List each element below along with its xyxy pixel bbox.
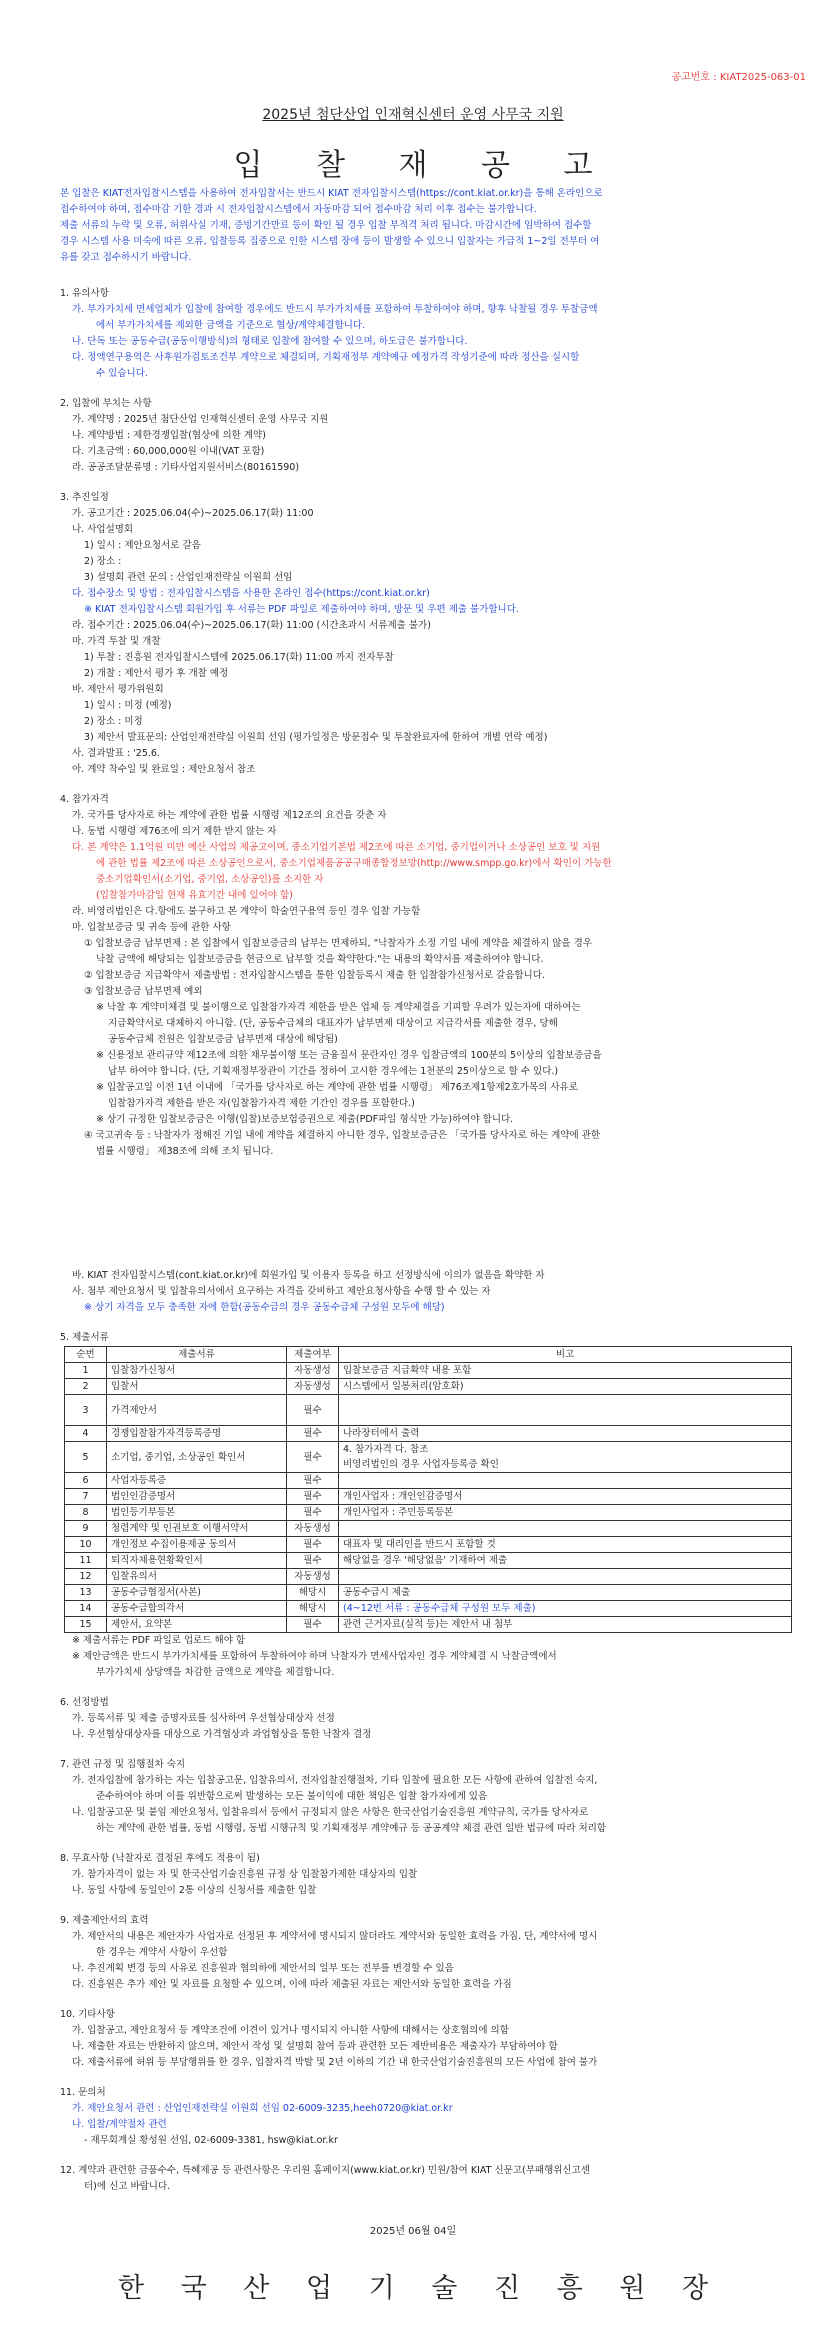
list-note: ※ 상기 자격을 모두 충족한 자에 한함(공동수급의 경우 공동수급체 구성원 모두에 해당) [84,1302,445,1313]
document-name: 개인정보 수집이용제공 동의서 [107,1537,287,1553]
list-note: ※ KIAT 전자입찰시스템 회원가입 후 서류는 PDF 파일로 제출하여야 하며, 방문 및 우편 제출 불가합니다. [84,604,519,615]
row-number: 5 [65,1442,107,1473]
document-name: 제안서, 요약본 [107,1617,287,1633]
section-schedule [60,490,800,778]
row-number: 9 [65,1521,107,1537]
requirement: 해당시 [287,1601,339,1617]
row-number: 15 [65,1617,107,1633]
remark: 개인사업자 : 주민등록등본 [339,1505,792,1521]
contact-proposal: 가. 제안요청서 관련 : 산업인재전략실 이원희 선임 02-6009-3235,heeh0720@kiat.or.kr [72,2103,453,2114]
section-invalidity [60,1851,800,1899]
row-number: 13 [65,1585,107,1601]
list-item: 중소기업확인서(소기업, 중기업, 소상공인)를 소지한 자 [96,874,324,885]
section-notes [60,286,800,382]
table-row [65,1505,792,1521]
list-item: 3) 설명회 관련 문의 : 산업인재전략실 이원희 선임 [84,572,293,583]
row-number: 6 [65,1473,107,1489]
intro-line: 접수하여야 하며, 접수마감 기한 경과 시 전자입찰시스템에서 자동마감 되어 접수마감 처리 이후 접수는 불가합니다. [60,204,537,215]
list-item: 낙찰 금액에 해당되는 입찰보증금을 현금으로 납부할 것을 확약한다."는 내용의 확약서를 제출하여야 합니다. [96,954,544,965]
list-note: ※ 제출서류는 PDF 파일로 업로드 해야 함 [72,1635,246,1646]
intro-line: 본 입찰은 KIAT전자입찰시스템을 사용하여 전자입찰서는 반드시 KIAT 전자입찰시스템(https://cont.kiat.or.kr)을 통해 온라인으로 [60,188,603,199]
list-item: ① 입찰보증금 납부면제 : 본 입찰에서 입찰보증금의 납부는 면제하되, "낙찰자가 소정 기일 내에 계약을 체결하지 않을 경우 [84,938,592,949]
intro-line: 제출 서류의 누락 및 오류, 허위사실 기재, 증빙기간만료 등이 확인 될 경우 입찰 부적격 처리 됩니다. 마감시간에 임박하여 접수할 [60,220,592,231]
requirement: 필수 [287,1426,339,1442]
requirement: 해당시 [287,1585,339,1601]
list-item: ④ 국고귀속 등 : 낙찰자가 정해진 기일 내에 계약을 체결하지 아니한 경우, 입찰보증금은 「국가를 당사자로 하는 계약에 관한 [84,1130,601,1141]
list-item: ② 입찰보증금 지급확약서 제출방법 : 전자입찰시스템을 통한 입찰등록시 제출 한 입찰참가신청서로 갈음합니다. [84,970,545,981]
list-item: 가. 국가를 당사자로 하는 계약에 관한 법률 시행령 제12조의 요건을 갖춘 자 [72,810,387,821]
document-name: 법인인감증명서 [107,1489,287,1505]
notice-date: 2025년 06월 04일 [369,2226,457,2237]
requirement: 필수 [287,1395,339,1426]
section-title: 12. 계약과 관련한 금품수수, 특혜제공 등 관련사항은 우리원 홈페이지(www.kiat.or.kr) 민원/참여 KIAT 신문고(부패행위신고센 [60,2165,590,2176]
table-row [65,1473,792,1489]
requirement: 필수 [287,1442,339,1473]
list-note: 납부 하여야 합니다. (단, 기획재정부장관이 기간을 정하여 고시한 경우에는 1천분의 25이상으로 할 수 있다.) [108,1066,559,1077]
document-name: 사업자등록증 [107,1473,287,1489]
list-note: 지급확약서로 대체하지 아니함. (단, 공동수급체의 대표자가 납부면제 대상이고 지급각서를 제출한 경우, 당해 [108,1018,558,1029]
list-item: 아. 계약 착수일 및 완료일 : 제안요청서 참조 [72,764,256,775]
requirement: 자동생성 [287,1379,339,1395]
column-header: 순번 [65,1347,107,1363]
remark: 대표자 및 대리인을 반드시 포함할 것 [339,1537,792,1553]
list-item: 법률 시행령」 제38조에 의해 조치 됩니다. [96,1146,274,1157]
list-item: 다. 진흥원은 추가 제안 및 자료를 요청할 수 있으며, 이에 따라 제출된 자료는 제안서와 동일한 효력을 가짐 [72,1979,512,1990]
list-item: 한 경우는 계약서 사항이 우선함 [96,1947,228,1958]
requirement: 자동생성 [287,1521,339,1537]
table-row [65,1426,792,1442]
contact-bid: 나. 입찰/계약절차 관련 [72,2119,167,2130]
section-title: 2. 입찰에 부치는 사항 [60,398,152,409]
list-item: 다. 기초금액 : 60,000,000원 이내(VAT 포함) [72,446,265,457]
row-number: 2 [65,1379,107,1395]
list-note: ※ 제안금액은 반드시 부가가치세를 포함하여 투찰하여야 하며 낙찰자가 면세사업자인 경우 계약체결 시 낙찰금액에서 [72,1651,557,1662]
document-name: 청렴계약 및 인권보호 이행서약서 [107,1521,287,1537]
section-bid-items [60,396,800,476]
table-row [65,1379,792,1395]
document-name: 법인등기부등본 [107,1505,287,1521]
page-title: 입 찰 재 공 고 [233,148,615,183]
list-item: 가. 입찰공고, 제안요청서 등 계약조건에 이견이 있거나 명시되지 아니한 사항에 대해서는 상호협의에 의함 [72,2025,509,2036]
table-row [65,1537,792,1553]
requirement: 필수 [287,1505,339,1521]
section-text: 터)에 신고 바랍니다. [84,2181,171,2192]
list-item: 다. 정액연구용역은 사후원가검토조건부 계약으로 체결되며, 기획재정부 계약예규 예정가격 작성기준에 따라 정산을 실시할 [72,352,580,363]
table-header-row [65,1347,792,1363]
row-number: 12 [65,1569,107,1585]
requirement: 자동생성 [287,1363,339,1379]
list-item: 나. 우선협상대상자를 대상으로 가격협상과 과업협상을 통한 낙찰자 결정 [72,1729,372,1740]
table-row [65,1617,792,1633]
section-report [60,2163,800,2195]
list-item: 나. 제출한 자료는 반환하지 않으며, 제안서 작성 및 설명회 참여 등과 관련한 모든 제반비용은 제출자가 부담하여야 함 [72,2041,558,2052]
row-number: 11 [65,1553,107,1569]
list-item: 다. 접수장소 및 방법 : 전자입찰시스템을 사용한 온라인 접수(https://cont.kiat.or.kr) [72,588,430,599]
list-item: 준수하여야 하며 이를 위반함으로써 발생하는 모든 불이익에 대한 책임은 입찰 참가자에게 있음 [96,1791,488,1802]
table-row [65,1569,792,1585]
list-note: ※ 낙찰 후 계약미체결 및 불이행으로 입찰참가자격 제한을 받은 업체 등 계약체결을 기피할 우려가 있는자에 대하여는 [96,1002,581,1013]
row-number: 14 [65,1601,107,1617]
column-header: 제출서류 [107,1347,287,1363]
document-name: 공동수급합의각서 [107,1601,287,1617]
section-title: 4. 참가자격 [60,794,109,805]
requirement: 필수 [287,1537,339,1553]
list-note: 공동수급체 전원은 입찰보증금 납부면제 대상에 해당됨) [108,1034,338,1045]
notice-number: 공고번호 : KIAT2025-063-01 [671,72,806,83]
table-row [65,1553,792,1569]
list-item: 3) 제안서 발표문의: 산업인재전략실 이원희 선임 (평가일정은 방문접수 및 투찰완료자에 한하여 개별 연락 예정) [84,732,548,743]
row-number: 8 [65,1505,107,1521]
list-note: ※ 신용정보 관리규약 제12조에 의한 채무불이행 또는 금융질서 문란자인 경우 입찰금액의 100분의 5이상의 입찰보증금을 [96,1050,602,1061]
list-item: (입찰참가마감일 현재 유효기간 내에 있어야 함) [96,890,293,901]
remark: 시스템에서 일봉처리(암호화) [339,1379,792,1395]
requirement: 필수 [287,1473,339,1489]
list-note: 입찰참가자격 제한을 받은 자(입찰참가자격 제한 기간인 경우를 포함한다.) [108,1098,415,1109]
section-documents [60,1330,800,1681]
list-item: 사. 결과발표 : '25.6. [72,748,160,759]
documents-table [64,1346,792,1633]
section-regulations [60,1757,800,1837]
document-name: 입찰서 [107,1379,287,1395]
list-item: 2) 개찰 : 제안서 평가 후 개찰 예정 [84,668,229,679]
section-title: 8. 무효사항 (낙찰자로 결정된 후에도 적용이 됨) [60,1853,260,1864]
list-item: 다. 본 계약은 1.1억원 미만 예산 사업의 제공고이며, 중소기업기본법 제2조에 따른 소기업, 중기업이거나 소상공인 보호 및 지원 [72,842,601,853]
project-subtitle: 2025년 첨단산업 인재혁신센터 운영 사무국 지원 [262,107,564,123]
list-item: 나. 단독 또는 공동수급(공동이행방식)의 형태로 입찰에 참여할 수 있으며, 하도급은 불가합니다. [72,336,468,347]
list-item: 다. 제출서류에 허위 등 부당행위를 한 경우, 입찰자격 박탈 및 2년 이하의 기간 내 한국산업기술진흥원의 모든 사업에 참여 불가 [72,2057,598,2068]
table-row [65,1489,792,1505]
list-item: 바. KIAT 전자입찰시스템(cont.kiat.or.kr)에 회원가입 및 이용자 등록을 하고 선정방식에 이의가 없음을 확약한 자 [72,1270,545,1281]
remark: 해당없을 경우 '해당없음' 기재하여 제출 [339,1553,792,1569]
list-item: 가. 계약명 : 2025년 첨단산업 인재혁신센터 운영 사무국 지원 [72,414,329,425]
list-item: 가. 참가자격이 없는 자 및 한국산업기술진흥원 규정 상 입찰참가제한 대상자의 입찰 [72,1869,418,1880]
remark [339,1521,792,1537]
list-item: 1) 투찰 : 진흥원 전자입찰시스템에 2025.06.17(화) 11:00 까지 전자투찰 [84,652,394,663]
section-title: 9. 제출제안서의 효력 [60,1915,149,1926]
document-body [60,186,800,2195]
row-number: 3 [65,1395,107,1426]
document-name: 입찰참가신청서 [107,1363,287,1379]
remark: (4~12번 서류 : 공동수급체 구성원 모두 제출) [339,1601,792,1617]
table-row [65,1521,792,1537]
list-item: 나. 동일 사항에 동일인이 2통 이상의 신청서를 제출한 입찰 [72,1885,317,1896]
list-item: 사. 첨부 제안요청서 및 입찰유의서에서 요구하는 자격을 갖비하고 제안요청사항을 수행 할 수 있는 자 [72,1286,491,1297]
intro-line: 유를 갖고 접수하시기 바랍니다. [60,252,192,263]
table-row [65,1395,792,1426]
issuer-signature: 한 국 산 업 기 술 진 흥 원 장 [117,2273,723,2304]
requirement: 자동생성 [287,1569,339,1585]
list-item: 가. 부가가치세 면세업체가 입찰에 참여할 경우에도 반드시 부가가치세를 포함하여 투찰하여야 하며, 향후 낙찰될 경우 투찰금액 [72,304,598,315]
section-title: 7. 관련 규정 및 집행절차 숙지 [60,1759,186,1770]
list-item: 바. 제안서 평가위원회 [72,684,164,695]
section-selection [60,1695,800,1743]
intro-paragraph [60,186,800,266]
section-proposal-effect [60,1913,800,1993]
list-item: 가. 공고기간 : 2025.06.04(수)~2025.06.17(화) 11:00 [72,508,314,519]
section-title: 1. 유의사항 [60,288,109,299]
row-number: 1 [65,1363,107,1379]
list-item: 에서 부가가치세를 제외한 금액을 기준으로 협상/계약체결합니다. [96,320,366,331]
intro-line: 경우 시스템 사용 미숙에 따른 오류, 입찰등록 집중으로 인한 시스템 장애 등이 발생할 수 있으니 입찰자는 가급적 1~2일 전부터 여 [60,236,600,247]
list-item: 나. 사업설명회 [72,524,134,535]
list-item: ③ 입찰보증금 납부면제 예외 [84,986,203,997]
list-item: 나. 입찰공고문 및 붙임 제안요청서, 입찰유의서 등에서 규정되지 않은 사항은 한국산업기술진흥원 계약규칙, 국가를 당사자로 [72,1807,589,1818]
remark [339,1395,792,1426]
remark: 나라장터에서 출력 [339,1426,792,1442]
table-row [65,1585,792,1601]
contact-finance: - 재무회계실 황성원 선임, 02-6009-3381, hsw@kiat.or.kr [84,2135,338,2146]
column-header: 제출여부 [287,1347,339,1363]
remark: 개인사업자 : 개인인감증명서 [339,1489,792,1505]
section-title: 11. 문의처 [60,2087,106,2098]
table-row [65,1442,792,1473]
list-item: 가. 등록서류 및 제출 증명자료를 심사하여 우선협상대상자 선정 [72,1713,335,1724]
list-item: 나. 동법 시행령 제76조에 의거 제한 받지 않는 자 [72,826,277,837]
list-item: 라. 공공조달분류명 : 기타사업지원서비스(80161590) [72,462,300,473]
list-item: 나. 계약방법 : 제한경쟁입찰(협상에 의한 계약) [72,430,266,441]
list-item: 2) 장소 : 미정 [84,716,143,727]
list-item: 가. 제안서의 내용은 제안자가 사업자로 선정된 후 계약서에 명시되지 않더라도 계약서와 동일한 효력을 가짐. 단, 계약서에 명시 [72,1931,598,1942]
list-note: ※ 상기 규정한 입찰보증금은 이행(입찰)보증보험증권으로 제출(PDF파일 형식만 가능)하여야 합니다. [96,1114,514,1125]
requirement: 필수 [287,1617,339,1633]
section-title: 3. 추진일정 [60,492,109,503]
section-other [60,2007,800,2071]
list-item: 마. 입찰보증금 및 귀속 등에 관한 사항 [72,922,231,933]
table-row [65,1601,792,1617]
list-item: 하는 계약에 관한 법률, 동법 시행령, 동법 시행규칙 및 기획재정부 계약예규 등 공공계약 체결 관련 일반 법규에 따라 처리함 [96,1823,607,1834]
requirement: 필수 [287,1489,339,1505]
remark [339,1569,792,1585]
row-number: 4 [65,1426,107,1442]
list-item: 나. 추진계획 변경 등의 사유로 진흥원과 협의하에 제안서의 일부 또는 전부를 변경할 수 있음 [72,1963,454,1974]
list-item: 수 있습니다. [96,368,148,379]
list-note: ※ 입찰공고일 이전 1년 이내에 「국가를 당사자로 하는 계약에 관한 법률 시행령」 제76조제1항제2호가목의 사유로 [96,1082,578,1093]
document-name: 가격제안서 [107,1395,287,1426]
column-header: 비고 [339,1347,792,1363]
list-note: 부가가치세 상당액을 차감한 금액으로 계약을 체결합니다. [96,1667,335,1678]
section-title: 5. 제출서류 [60,1332,109,1343]
document-name: 퇴직자채용현황확인서 [107,1553,287,1569]
list-item: 마. 가격 투찰 및 개찰 [72,636,161,647]
section-eligibility [60,792,800,1316]
list-item: 1) 일시 : 제안요청서로 갈음 [84,540,201,551]
document-name: 입찰유의서 [107,1569,287,1585]
table-row [65,1363,792,1379]
remark-line: 4. 참가자격 다. 참조 [343,1444,429,1455]
remark: 관련 근거자료(실적 등)는 제안서 내 첨부 [339,1617,792,1633]
remark [339,1442,792,1473]
document-name: 공동수급협정서(사본) [107,1585,287,1601]
list-item: 에 관한 법률 제2조에 따른 소상공인으로서, 중소기업제품공공구매종합정보망(http://www.smpp.go.kr)에서 확인이 가능한 [96,858,612,869]
document-name: 경쟁입찰참가자격등록증명 [107,1426,287,1442]
list-item: 2) 장소 : [84,556,122,567]
row-number: 7 [65,1489,107,1505]
list-item: 라. 접수기간 : 2025.06.04(수)~2025.06.17(화) 11:00 (시간초과시 서류제출 불가) [72,620,431,631]
section-title: 6. 선정방법 [60,1697,109,1708]
list-item: 가. 전자입찰에 참가하는 자는 입찰공고문, 입찰유의서, 전자입찰진행절차, 기타 입찰에 필요한 모든 사항에 관하여 입찰전 숙지, [72,1775,598,1786]
remark: 입찰보증금 지급확약 내용 포함 [339,1363,792,1379]
section-title: 10. 기타사항 [60,2009,115,2020]
row-number: 10 [65,1537,107,1553]
list-item: 라. 비영리법인은 다.항에도 불구하고 본 계약이 학술연구용역 등인 경우 입찰 가능함 [72,906,421,917]
section-contact [60,2085,800,2149]
requirement: 필수 [287,1553,339,1569]
remark [339,1473,792,1489]
list-item: 1) 일시 : 미정 (예정) [84,700,172,711]
remark-line: 비영리법인의 경우 사업자등록증 확인 [343,1459,499,1470]
document-name: 소기업, 중기업, 소상공인 확인서 [107,1442,287,1473]
remark: 공동수급시 제출 [339,1585,792,1601]
